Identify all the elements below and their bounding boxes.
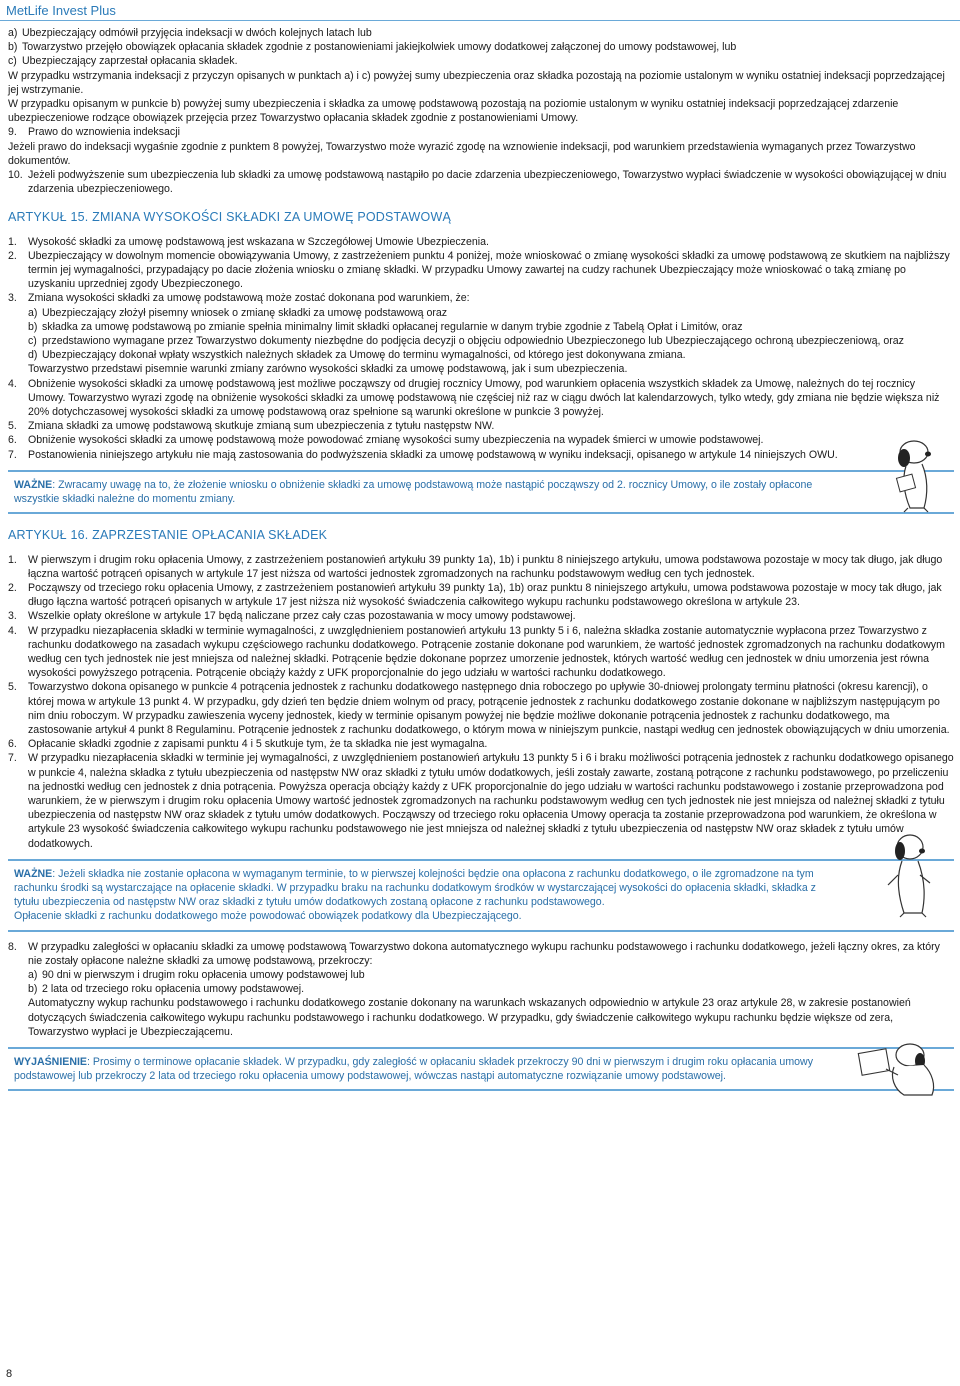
item-text: Począwszy od trzeciego roku opłacenia Umowy, z zastrzeżeniem postanowień artykułu 39 punkty 1a), 1b) oraz punktu 8 niniejszego artykułu, umowa podstawowa pozostaje w mocy tak długo, jak długo łączna wartość potrąceń opisanych w artykule 17 jest niższa niż wysokość świadczenia całkowitego wykupu rachunku podstawowego określona w artykule 23. bbox=[28, 581, 942, 609]
item-number: 9. bbox=[8, 126, 17, 139]
item-text: Ubezpieczający w dowolnym momencie obowiązywania Umowy, z zastrzeżeniem punktu 4 poniżej, może wnioskować o zmianę wysokości składki za umowę podstawową ze skutkiem na najbliższy termin jej wymagalności, przypadający po dacie złożenia wniosku o zmianę składki. W przypadku Umowy zawartej na cudzy rachunek Ubezpieczający może wnioskować o taką zmianę po uzyskaniu uprzedniej zgody Ubezpieczonego. bbox=[28, 249, 950, 291]
item-text: Ubezpieczający odmówił przyjęcia indeksacji w dwóch kolejnych latach lub bbox=[22, 27, 372, 39]
paragraph: Jeżeli prawo do indeksacji wygaśnie zgodnie z punktem 8 powyżej, Towarzystwo może wyrazić zgodę na wznowienie indeksacji, pod warunkiem przedstawienia wymaganych przez Towarzystwo dokumentów. bbox=[8, 140, 916, 167]
item-text: Ubezpieczający zaprzestał opłacania składek. bbox=[22, 55, 238, 68]
item-text: Zmiana składki za umowę podstawową skutkuje zmianą sum ubezpieczenia z tytułu następstw NW. bbox=[28, 420, 495, 433]
item-number: 2. bbox=[8, 249, 17, 262]
note-text: : Prosimy o terminowe opłacanie składek. W przypadku, gdy zaległość w opłacaniu składek przekroczy 90 dni w pierwszym i drugim roku opłacania umowy podstawowej lub przekroczy 2 lata od trzeciego roku opłacenia umowy podstawowej, wówczas nastąpi automatyczne rozwiązanie umowy podstawowej. bbox=[14, 1056, 813, 1083]
list-item bbox=[8, 249, 954, 292]
item-text: Wysokość składki za umowę podstawową jest wskazana w Szczegółowej Umowie Ubezpieczenia. bbox=[28, 235, 489, 248]
item-number: a) bbox=[28, 306, 38, 319]
item-text: W przypadku zaległości w opłacaniu składki za umowę podstawową Towarzystwo dokona automatycznego wykupu rachunku podstawowego i rachunku dodatkowego, jeżeli łączny okres, za który nie zostały opłacone należne składki za umowę podstawową, przekroczy: bbox=[28, 940, 940, 967]
paragraph: W przypadku wstrzymania indeksacji z przyczyn opisanych w punktach a) i c) powyżej sumy ubezpieczenia oraz składka pozostają na poziomie ustalonym w wyniku ostatniej indeksacji poprzedzającej jej wstrzymanie. bbox=[8, 69, 945, 96]
item-number: 8. bbox=[8, 940, 17, 953]
item-title: Prawo do wznowienia indeksacji bbox=[28, 126, 180, 139]
sub-item bbox=[28, 982, 954, 996]
list-item bbox=[8, 737, 954, 751]
sub-item bbox=[28, 968, 954, 982]
explanation-note bbox=[8, 1047, 954, 1091]
item-text: składka za umowę podstawową po zmianie spełnia minimalny limit składki opłacanej regularnie w danym trybie zgodnie z Tabelą Opłat i Limitów, oraz bbox=[42, 320, 743, 333]
item-text: W pierwszym i drugim roku opłacenia Umowy, z zastrzeżeniem postanowień artykułu 39 punkty 1a), 1b) i punktu 8 niniejszego artykułu, umowa podstawowa pozostaje w mocy tak długo, jak długo łączna wartość potrąceń opisanych w artykule 17 jest niższa od wartości jednostek zgromadzonych na rachunku podstawowym według cen tych jednostek. bbox=[28, 553, 943, 580]
item-number: 6. bbox=[8, 738, 17, 751]
note-text: : Zwracamy uwagę na to, że złożenie wniosku o obniżenie składki za umowę podstawową może nastąpić począwszy od 2. rocznicy Umowy, o ile zostały opłacone wszystkie składki należne do momentu zmiany. bbox=[14, 478, 813, 506]
sub-item bbox=[28, 334, 954, 348]
list-item bbox=[8, 940, 954, 1039]
list-item bbox=[8, 377, 954, 420]
sub-item bbox=[28, 306, 954, 320]
list-item bbox=[8, 235, 954, 249]
note-label: WAŻNE bbox=[14, 478, 53, 491]
item-number: 1. bbox=[8, 235, 17, 248]
item-text: przedstawiono wymagane przez Towarzystwo dokumenty niezbędne do podjęcia decyzji o objęciu odpowiednio Ubezpieczonego lub Ubezpieczającego ochroną ubezpieczeniową, oraz bbox=[42, 335, 904, 348]
sub-item bbox=[28, 348, 954, 362]
header-rule bbox=[0, 20, 960, 21]
item-text: Postanowienia niniejszego artykułu nie mają zastosowania do podwyższenia składki za umowę podstawową w wyniku indeksacji, opisanego w artykule 14 niniejszych OWU. bbox=[28, 448, 838, 461]
important-note bbox=[8, 470, 954, 514]
item-number: d) bbox=[28, 349, 38, 362]
item-number: 10. bbox=[8, 169, 23, 182]
item-text: 2 lata od trzeciego roku opłacenia umowy podstawowej. bbox=[42, 983, 305, 996]
list-item bbox=[8, 553, 954, 581]
item-text: Towarzystwo przedstawi pisemnie warunki zmiany zarówno wysokości składki za umowę podstawową, jak i sum ubezpieczenia. bbox=[28, 363, 628, 376]
section-heading: ARTYKUŁ 16. ZAPRZESTANIE OPŁACANIA SKŁADEK bbox=[8, 528, 328, 543]
item-number: a) bbox=[8, 27, 18, 39]
page-number: 8 bbox=[6, 1368, 13, 1380]
item-number: 3. bbox=[8, 610, 17, 623]
note-text: : Jeżeli składka nie zostanie opłacona w wymaganym terminie, to w pierwszej kolejności będzie ona opłacona z rachunku dodatkowego, o ile zgromadzone na tym rachunku środki są wystarczające na opłacenie składki. W przypadku braku na rachunku dodatkowym środków w wystarczającej wysokości do opłacenia składki, składka z tytułu ubezpieczenia od następstw NW oraz składki z tytułu umów dodatkowych zostaną opłacone z rachunku podstawowego. bbox=[14, 867, 816, 909]
note-label: WYJAŚNIENIE bbox=[14, 1056, 87, 1068]
item-text: Wszelkie opłaty określone w artykule 17 będą naliczane przez cały czas pozostawania w mocy umowy podstawowej. bbox=[28, 610, 576, 623]
brand-title: MetLife Invest Plus bbox=[6, 3, 116, 18]
list-item bbox=[8, 751, 954, 850]
item-number: a) bbox=[28, 968, 38, 981]
paragraph: W przypadku opisanym w punkcie b) powyżej sumy ubezpieczenia i składka za umowę podstawową pozostają na poziomie ustalonym w wyniku ostatniej indeksacji poprzedzającej zdarzenie ubezpieczeniowe rodzące obowiązek przejęcia przez Towarzystwo opłacania składek zgodnie z postanowieniami Umowy. bbox=[8, 98, 899, 125]
snoopy-illustration bbox=[854, 1033, 944, 1097]
list-item bbox=[8, 54, 954, 68]
list-item bbox=[8, 125, 954, 139]
item-text: Ubezpieczający złożył pisemny wniosek o zmianę składki za umowę podstawową oraz bbox=[42, 306, 448, 319]
document-body bbox=[8, 26, 954, 1099]
item-number: 2. bbox=[8, 581, 17, 594]
list-item bbox=[8, 26, 954, 40]
item-text: Opłacanie składki zgodnie z zapisami punktu 4 i 5 skutkuje tym, że ta składka nie jest wymagalna. bbox=[28, 738, 488, 751]
item-number: 3. bbox=[8, 292, 17, 305]
important-note bbox=[8, 859, 954, 932]
item-text: Automatyczny wykup rachunku podstawowego i rachunku dodatkowego zostanie dokonany na warunkach wskazanych odpowiednio w artykule 23 oraz artykule 28, w zakresie postanowień dotyczących świadczenia całkowitego wykupu rachunku podstawowego i rachunku dodatkowego. W przypadku, gdy świadczenie całkowitego wykupu rachunku będzie większe od zera, Towarzystwo wypłaci je Ubezpieczającemu. bbox=[28, 997, 911, 1038]
item-text: Towarzystwo przejęło obowiązek opłacania składek zgodnie z postanowieniami jakiejkolwiek umowy dodatkowej załączonej do umowy podstawowej, lub bbox=[22, 41, 737, 54]
item-number: 4. bbox=[8, 624, 17, 637]
item-text: W przypadku niezapłacenia składki w terminie wymagalności, z uwzględnieniem postanowień artykułu 13 punkty 5 i 6, należna składka zostanie automatycznie wypłacona przez Towarzystwo z rachunku dodatkowego na zasadach wykupu częściowego rachunku dodatkowego. Potrącenie zostanie dokonane pod warunkiem, że wartość jednostek zgromadzonych na rachunku dodatkowym według cen tych jednostek nie jest mniejsza od należnej składki. Potrącenie będzie dokonane poprzez umorzenie jednostek, których wartość według cen jednostek w dniu umorzenia jest równa wysokości powyższego potrącenia. Potrącenie obciąży każdy z UFK proporcjonalnie do jego udziału w wartości rachunku dodatkowego. bbox=[28, 624, 945, 680]
item-number: 6. bbox=[8, 434, 17, 447]
item-number: 4. bbox=[8, 377, 17, 390]
list-item bbox=[8, 680, 954, 737]
sub-item bbox=[28, 320, 954, 334]
item-number: 7. bbox=[8, 752, 17, 765]
list-item bbox=[8, 581, 954, 609]
item-text: Towarzystwo dokona opisanego w punkcie 4 potrącenia jednostek z rachunku dodatkowego następnego dnia roboczego po upływie 30-dniowej prolongaty terminu płatności (okresu karencji), o której mowa w artykule 13 punkt 4. W przypadku, gdy dzień ten będzie dniem wolnym od pracy, potrącenie jednostek z rachunku dodatkowego zostanie dokonane w najbliższym następującym po nim dniu roboczym. W przypadku zawieszenia wyceny jednostek, kiedy w terminie opisanym powyżej nie będzie możliwe dokonanie potrącenia jednostek z rachunku dodatkowego, ma zastosowanie artykuł 4 punkt 8 Regulaminu. Potrącenie jednostek z rachunku dodatkowego, o którym mowa w niniejszym punkcie, nastąpi według cen jednostek obowiązujących w dniu umorzenia. bbox=[28, 681, 950, 736]
list-item bbox=[8, 168, 954, 196]
list-item bbox=[8, 624, 954, 681]
item-text: W przypadku niezapłacenia składki w terminie jej wymagalności, z uwzględnieniem postanowień artykułu 13 punkty 5 i 6 i braku możliwości potrącenia jednostek z rachunku dodatkowego opisanego w punkcie 4, należna składka z tytułu ubezpieczenia od następstw NW oraz składki z tytułu umów dodatkowych, jeśli zostały zawarte, zostaną potrącone z rachunku podstawowego, po przeliczeniu na jednostki według cen jednostek z dnia potrącenia. Powyższa operacja obciąży każdy z UFK proporcjonalnie do jego udziału w wartości rachunku podstawowego i zostanie przeprowadzona pod warunkiem, że w pierwszym i drugim roku opłacenia Umowy wartość jednostek zgromadzonych na rachunku podstawowym według cen tych jednostek nie jest mniejsza od należnej składki z tytułu ubezpieczenia od następstw NW oraz składek z tytułu umów dodatkowych. Począwszy od trzeciego roku opłacenia Umowy operacja ta zostanie przeprowadzona pod warunkiem, że określona w artykule 23 wysokość świadczenia całkowitego wykupu rachunku podstawowego nie jest mniejsza od należnej składki z tytułu ubezpieczenia od następstw NW oraz składek z tytułu umów dodatkowych. bbox=[28, 752, 954, 850]
item-text: 90 dni w pierwszym i drugim roku opłacenia umowy podstawowej lub bbox=[42, 968, 365, 981]
list-item bbox=[8, 40, 954, 54]
snoopy-illustration bbox=[874, 436, 944, 514]
list-item bbox=[8, 419, 954, 433]
note-text: Opłacenie składki z rachunku dodatkowego może powodować obowiązek podatkowy dla Ubezpieczającego. bbox=[14, 910, 522, 923]
item-text: Obniżenie wysokości składki za umowę podstawową jest możliwe począwszy od drugiej rocznicy Umowy, pod warunkiem opłacenia wszystkich składek za Umowę, należnych do tej rocznicy Umowy. Towarzystwo wyrazi zgodę na obniżenie wysokości składki za umowę podstawową nie częściej niż raz w ciągu dwóch lat kalendarzowych, tylko wtedy, gdy zmiana nie będzie większa niż 20% dotychczasowej wysokości składki za umowę podstawową oraz spełnione są warunki określone w punkcie 3 powyżej. bbox=[28, 377, 940, 419]
item-number: 5. bbox=[8, 420, 17, 433]
note-label: WAŻNE bbox=[14, 867, 53, 880]
section-heading: ARTYKUŁ 15. ZMIANA WYSOKOŚCI SKŁADKI ZA UMOWĘ PODSTAWOWĄ bbox=[8, 210, 451, 225]
item-text: Zmiana wysokości składki za umowę podstawową może zostać dokonana pod warunkiem, że: bbox=[28, 292, 470, 305]
item-text: Obniżenie wysokości składki za umowę podstawową może powodować zmianę wysokości sumy ubezpieczenia na wypadek śmierci w umowie podstawowej. bbox=[28, 434, 764, 447]
item-number: c) bbox=[28, 335, 37, 348]
list-item bbox=[8, 433, 954, 447]
item-number: b) bbox=[28, 983, 38, 996]
snoopy-illustration bbox=[874, 831, 944, 919]
list-item bbox=[8, 609, 954, 623]
list-item bbox=[8, 291, 954, 376]
item-number: 7. bbox=[8, 448, 17, 461]
list-item bbox=[8, 448, 954, 462]
item-text: Jeżeli podwyższenie sum ubezpieczenia lub składki za umowę podstawową nastąpiło po dacie zdarzenia ubezpieczeniowego, Towarzystwo wypłaci świadczenie w wysokości obowiązującej w dniu zdarzenia ubezpieczeniowego. bbox=[28, 169, 947, 196]
item-text: Ubezpieczający dokonał wpłaty wszystkich należnych składek za Umowę do terminu wymagalności, od którego jest dokonywana zmiana. bbox=[42, 349, 686, 362]
item-number: c) bbox=[8, 55, 17, 68]
item-number: 1. bbox=[8, 553, 17, 566]
item-number: b) bbox=[8, 41, 18, 54]
item-number: b) bbox=[28, 320, 38, 333]
item-number: 5. bbox=[8, 681, 17, 694]
